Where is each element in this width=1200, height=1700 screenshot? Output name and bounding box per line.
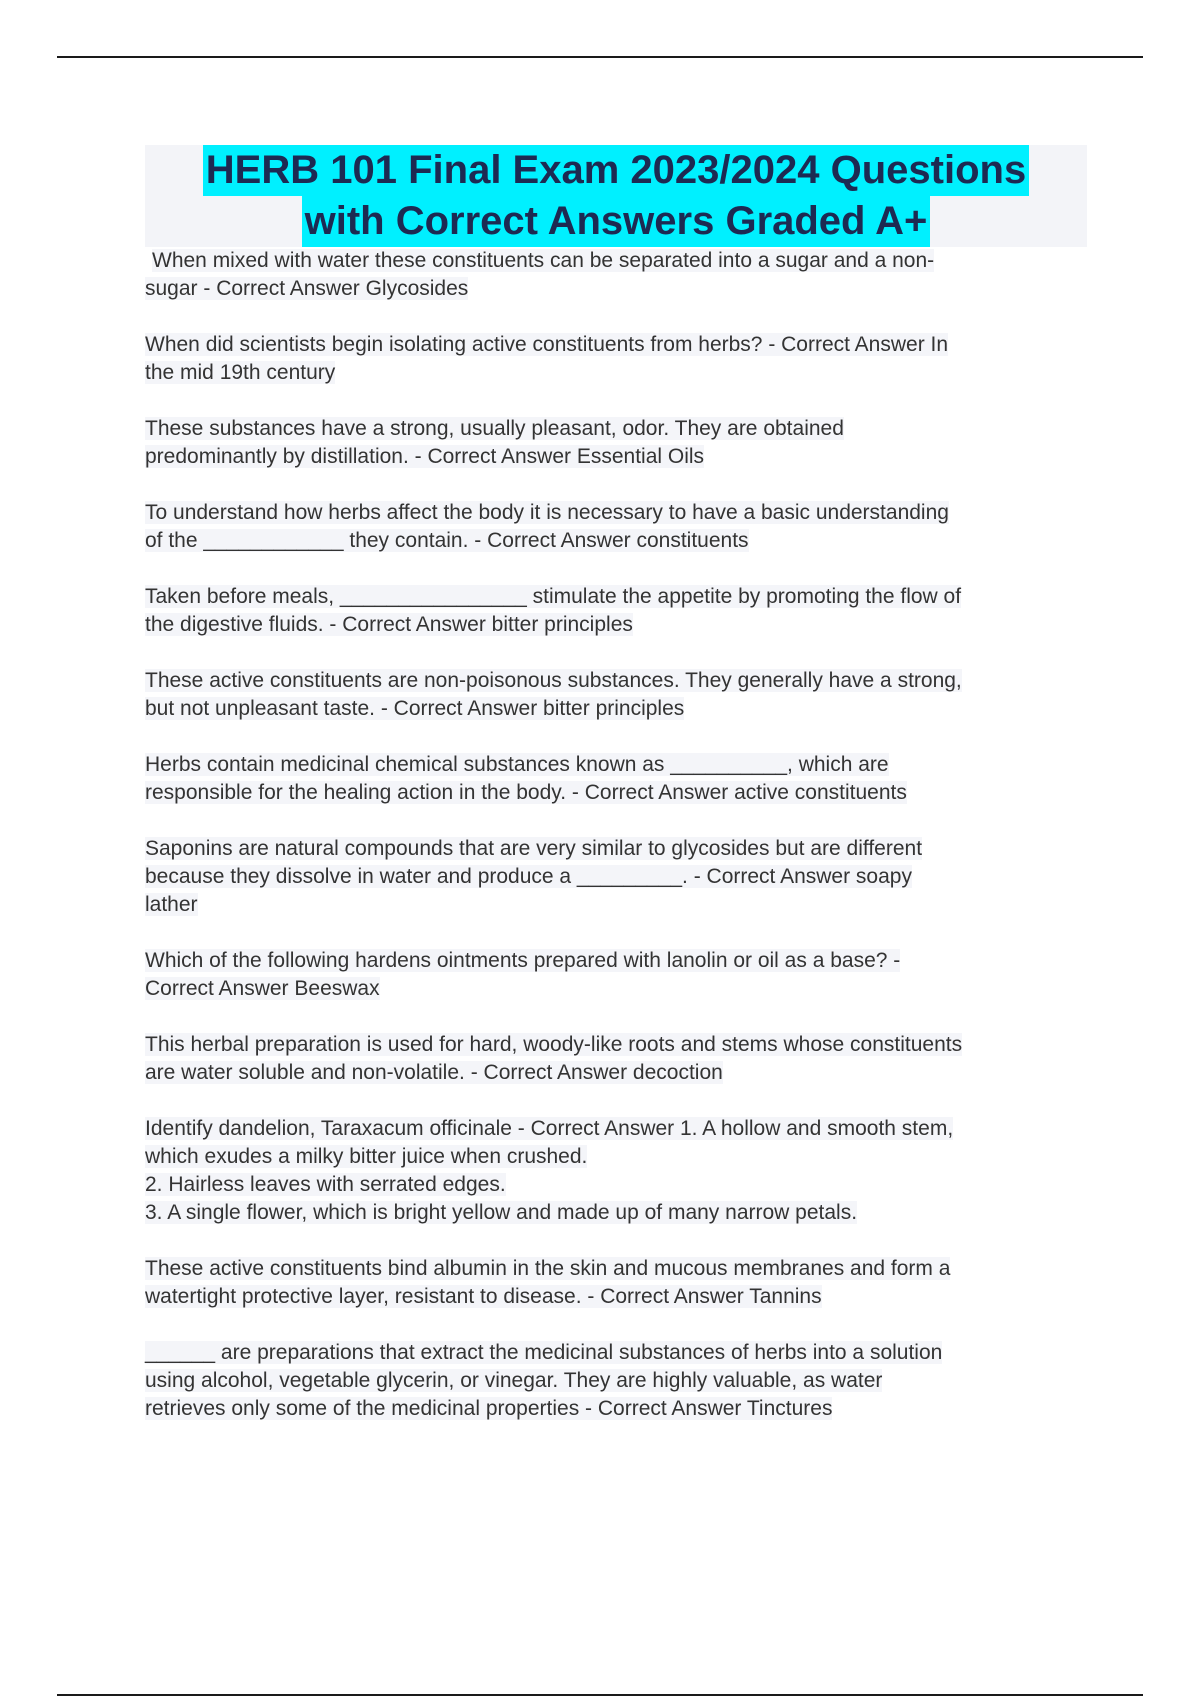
qa-line: These substances have a strong, usually pleasant, odor. They are obtained	[145, 417, 844, 440]
qa-line: are water soluble and non-volatile. - Correct Answer decoction	[145, 1061, 723, 1084]
qa-line: Saponins are natural compounds that are very similar to glycosides but are different	[145, 837, 923, 860]
qa-line: the digestive fluids. - Correct Answer bitter principles	[145, 613, 633, 636]
qa-line: These active constituents are non-poisonous substances. They generally have a strong,	[145, 669, 962, 692]
top-rule	[57, 56, 1143, 58]
qa-item	[145, 947, 1090, 1003]
qa-line: which exudes a milky bitter juice when crushed.	[145, 1145, 588, 1168]
title-line-1: HERB 101 Final Exam 2023/2024 Questions	[203, 145, 1029, 196]
qa-line: of the ____________ they contain. - Correct Answer constituents	[145, 529, 749, 552]
qa-line: lather	[145, 893, 198, 916]
qa-line: To understand how herbs affect the body it is necessary to have a basic understanding	[145, 501, 949, 524]
qa-line: When did scientists begin isolating active constituents from herbs? - Correct Answer In	[145, 333, 949, 356]
qa-line: watertight protective layer, resistant to disease. - Correct Answer Tannins	[145, 1285, 822, 1308]
qa-line: because they dissolve in water and produce a _________. - Correct Answer soapy	[145, 865, 912, 888]
qa-line: predominantly by distillation. - Correct Answer Essential Oils	[145, 445, 705, 468]
qa-line: using alcohol, vegetable glycerin, or vinegar. They are highly valuable, as water	[145, 1369, 883, 1392]
qa-list	[145, 247, 1090, 1451]
qa-line: When mixed with water these constituents can be separated into a sugar and a non-	[152, 249, 935, 272]
qa-line: These active constituents bind albumin in the skin and mucous membranes and form a	[145, 1257, 951, 1280]
qa-item	[145, 667, 1090, 723]
qa-line: This herbal preparation is used for hard, woody-like roots and stems whose constituents	[145, 1033, 963, 1056]
qa-line: Taken before meals, ________________ stimulate the appetite by promoting the flow of	[145, 585, 962, 608]
title-line-2: with Correct Answers Graded A+	[302, 196, 931, 247]
bottom-rule	[57, 1694, 1143, 1696]
qa-line: 3. A single flower, which is bright yellow and made up of many narrow petals.	[145, 1201, 858, 1224]
qa-item	[145, 1339, 1090, 1423]
qa-line: sugar - Correct Answer Glycosides	[145, 277, 469, 300]
qa-line: 2. Hairless leaves with serrated edges.	[145, 1173, 506, 1196]
qa-line: Herbs contain medicinal chemical substances known as __________, which are	[145, 753, 889, 776]
qa-line: Identify dandelion, Taraxacum officinale - Correct Answer 1. A hollow and smooth stem,	[145, 1117, 954, 1140]
qa-line: but not unpleasant taste. - Correct Answer bitter principles	[145, 697, 685, 720]
qa-item	[145, 1255, 1090, 1311]
qa-line: retrieves only some of the medicinal properties - Correct Answer Tinctures	[145, 1397, 833, 1420]
qa-item	[145, 415, 1090, 471]
qa-item	[145, 835, 1090, 919]
qa-line: ______ are preparations that extract the medicinal substances of herbs into a solution	[145, 1341, 943, 1364]
qa-line: Which of the following hardens ointments prepared with lanolin or oil as a base? -	[145, 949, 901, 972]
qa-line: the mid 19th century	[145, 361, 336, 384]
qa-item	[145, 1031, 1090, 1087]
qa-line: responsible for the healing action in the body. - Correct Answer active constituents	[145, 781, 907, 804]
qa-line: Correct Answer Beeswax	[145, 977, 380, 1000]
qa-item	[145, 1115, 1090, 1227]
qa-item	[145, 499, 1090, 555]
document-title	[145, 145, 1087, 247]
qa-item	[145, 247, 1090, 303]
qa-item	[145, 751, 1090, 807]
qa-item	[145, 331, 1090, 387]
qa-item	[145, 583, 1090, 639]
